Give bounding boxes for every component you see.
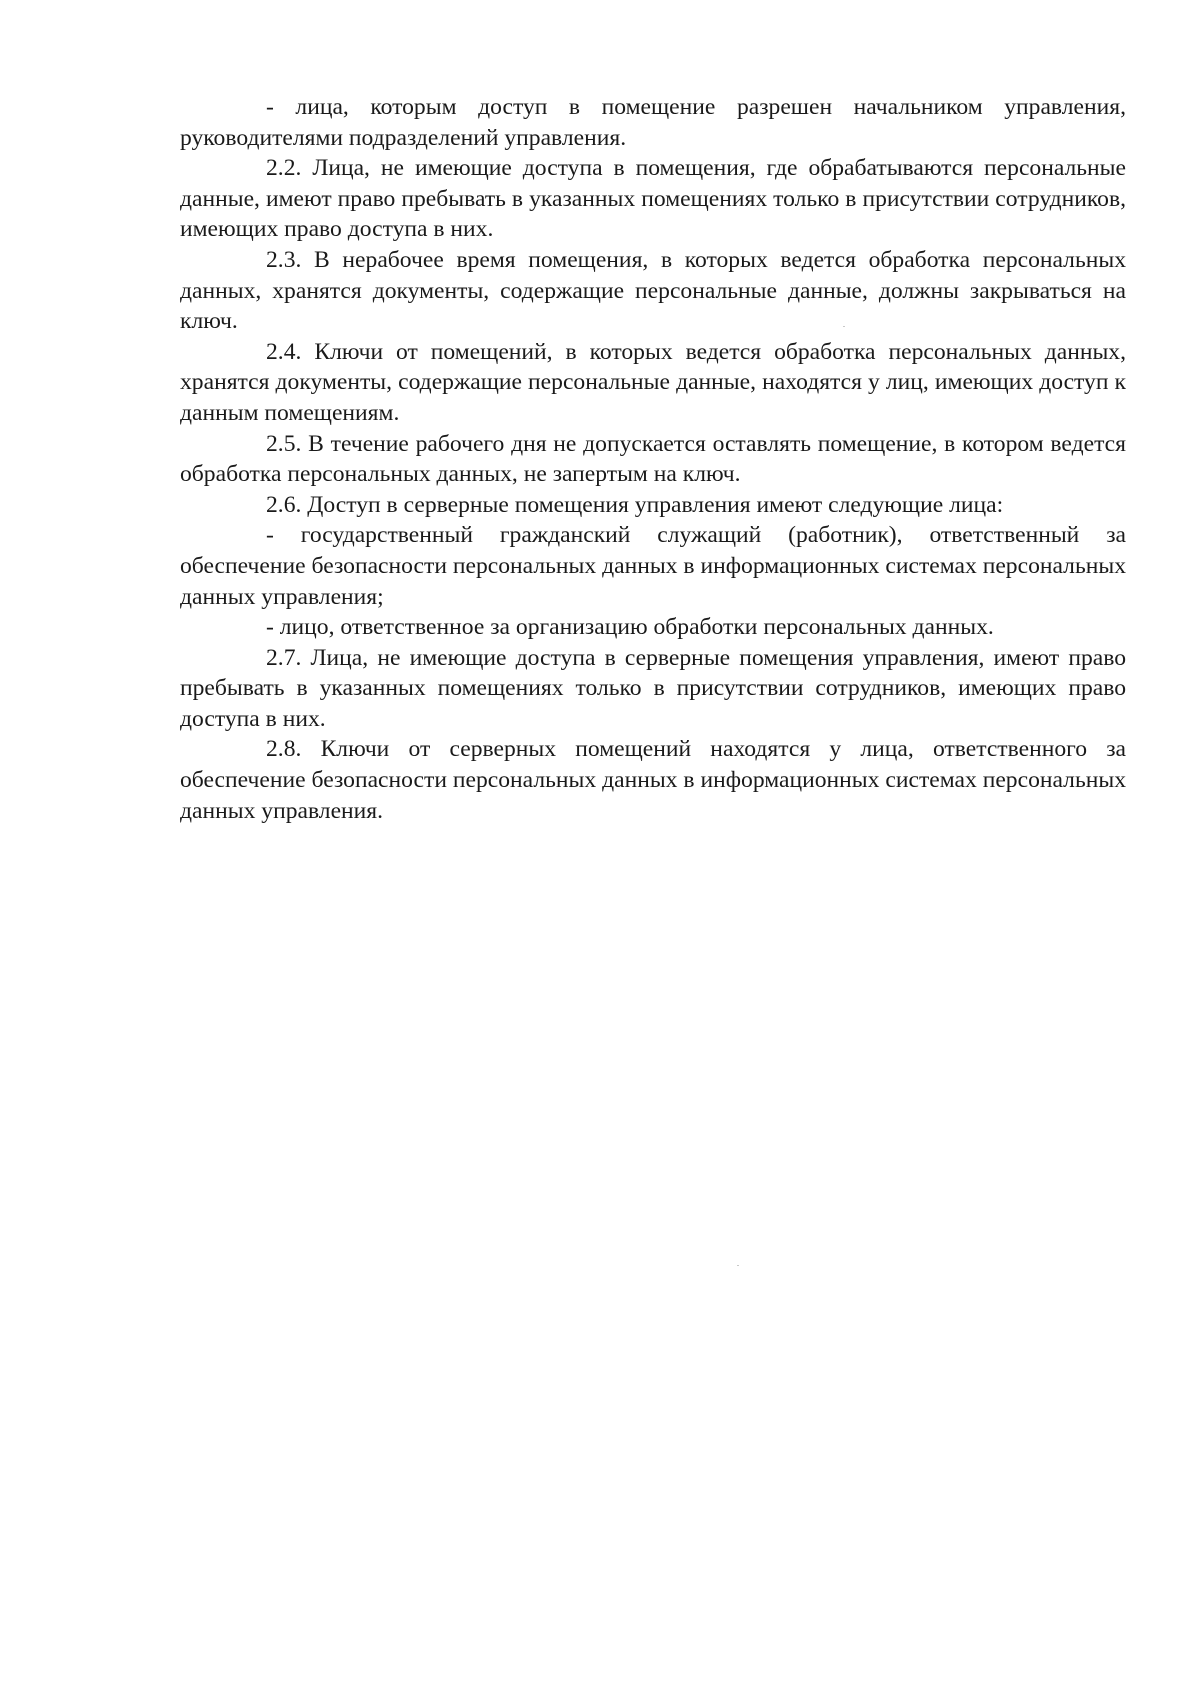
scan-speck	[843, 326, 845, 327]
paragraph-2-3: 2.3. В нерабочее время помещения, в которых ведется обработка персональных данных, хранятся документы, содержащие персональные данные, должны закрываться на ключ.	[180, 246, 1126, 335]
paragraph-2-6: 2.6. Доступ в серверные помещения управления имеют следующие лица:	[266, 491, 1004, 518]
paragraph-2-7: 2.7. Лица, не имеющие доступа в серверные помещения управления, имеют право пребывать в указанных помещениях только в присутствии сотрудников, имеющих право доступа в них.	[180, 644, 1126, 732]
paragraph-2-2: 2.2. Лица, не имеющие доступа в помещения, где обрабатываются персональные данные, имеют право пребывать в указанных помещениях только в присутствии сотрудников, имеющих право доступа в них.	[180, 155, 1126, 243]
paragraph-2-4: 2.4. Ключи от помещений, в которых ведется обработка персональных данных, хранятся документы, содержащие персональные данные, находятся у лиц, имеющих доступ к данным помещениям.	[180, 338, 1126, 426]
paragraph-access-by-permission: - лица, которым доступ в помещение разрешен начальником управления, руководителями подразделений управления.	[180, 94, 1126, 151]
paragraph-2-5: 2.5. В течение рабочего дня не допускается оставлять помещение, в котором ведется обработка персональных данных, не запертым на ключ.	[180, 430, 1126, 488]
document-body	[180, 92, 1126, 826]
scan-speck	[737, 1265, 739, 1266]
paragraph-server-access-organizer: - лицо, ответственное за организацию обработки персональных данных.	[266, 614, 994, 641]
paragraph-server-access-officer: - государственный гражданский служащий (работник), ответственный за обеспечение безопасности персональных данных в информационных системах персональных данных управления;	[180, 522, 1126, 610]
paragraph-2-8: 2.8. Ключи от серверных помещений находятся у лица, ответственного за обеспечение безопасности персональных данных в информационных системах персональных данных управления.	[180, 736, 1126, 824]
